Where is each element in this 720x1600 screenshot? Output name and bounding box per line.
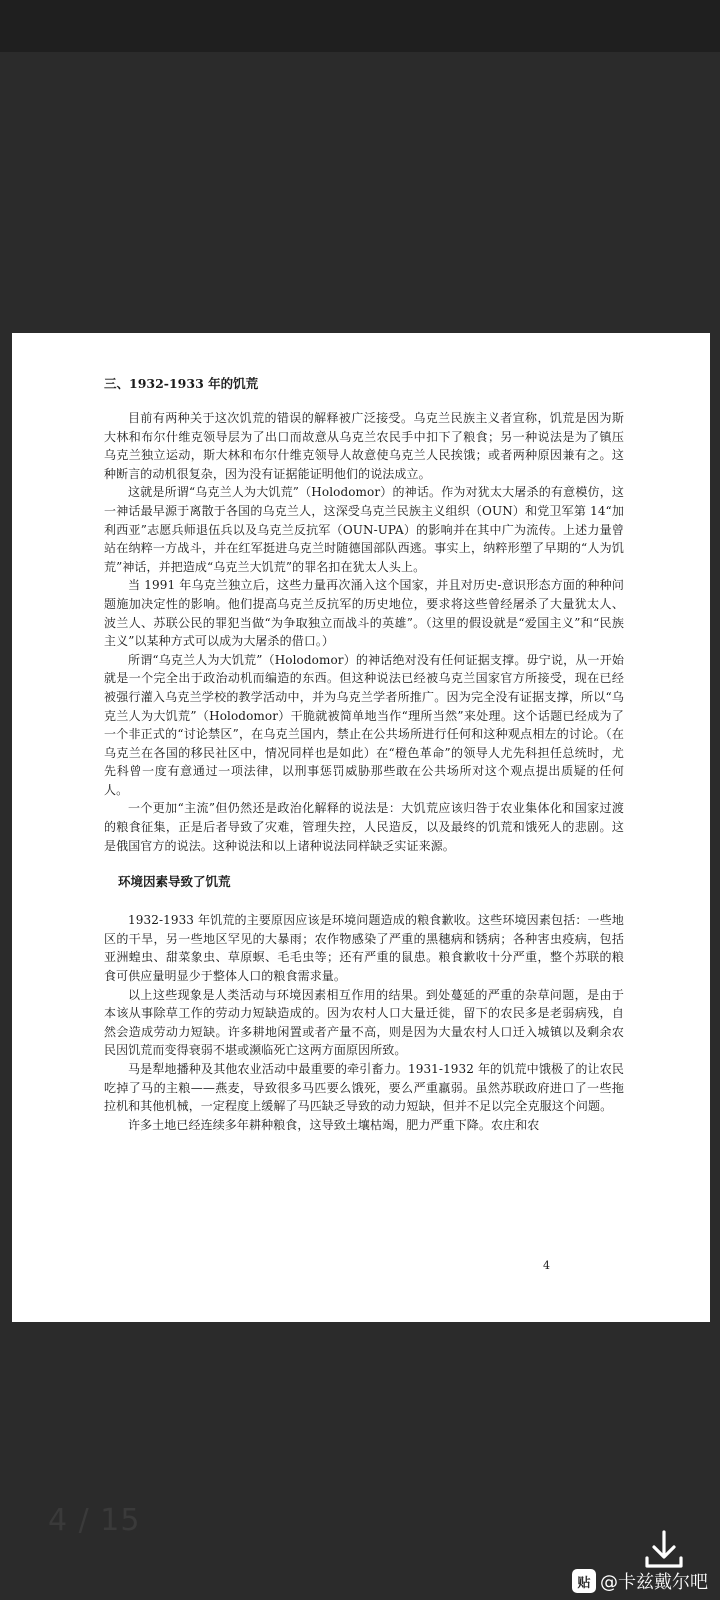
document-page	[12, 333, 710, 1322]
paragraph: 所谓“乌克兰人为大饥荒”（Holodomor）的神话绝对没有任何证据支撑。毋宁说，从一开始就是一个完全出于政治动机而编造的东西。但这种说法已经被乌克兰国家官方所接受，现在已经被强行灌入乌克兰学校的教学活动中，并为乌克兰学者所推广。因为完全没有证据支撑，所以“乌克兰人为大饥荒”（Holodomor）干脆就被简单地当作“理所当然”来处理。这个话题已经成为了一个非正式的“讨论禁区”，在乌克兰国内，禁止在公共场所进行任何和这种观点相左的讨论。（在乌克兰在各国的移民社区中，情况同样也是如此）在“橙色革命”的领导人尤先科担任总统时，尤先科曾一度有意通过一项法律，以刑事惩罚威胁那些敢在公共场所对这个观点提出质疑的任何人。	[104, 652, 624, 797]
paragraph: 这就是所谓“乌克兰人为大饥荒”（Holodomor）的神话。作为对犹太大屠杀的有意模仿，这一神话最早源于离散于各国的乌克兰人，这深受乌克兰民族主义组织（OUN）和党卫军第 14“加利西亚”志愿兵师退伍兵以及乌克兰反抗军（OUN-UPA）的影响并在其中广为流传。上述力量曾站在纳粹一方战斗，并在红军挺进乌克兰时随德国部队西逃。事实上，纳粹形塑了早期的“人为饥荒”神话，并把造成“乌克兰大饥荒”的罪名扣在犹太人头上。	[104, 485, 624, 574]
subsection-body	[104, 911, 624, 1134]
viewer-top-bar	[0, 0, 720, 52]
paragraph: 当 1991 年乌克兰独立后，这些力量再次涌入这个国家，并且对历史-意识形态方面的种种问题施加决定性的影响。他们提高乌克兰反抗军的历史地位，要求将这些曾经屠杀了大量犹太人、波兰人、苏联公民的罪犯当做“为争取独立而战斗的英雄”。（这里的假设就是“爱国主义”和“民族主义”以某种方式可以成为大屠杀的借口。）	[104, 578, 624, 649]
paragraph: 一个更加“主流”但仍然还是政治化解释的说法是：大饥荒应该归咎于农业集体化和国家过渡的粮食征集，正是后者导致了灾难，管理失控，人民造反，以及最终的饥荒和饿死人的悲剧。这是俄国官方的说法。这种说法和以上诸种说法同样缺乏实证来源。	[104, 801, 624, 853]
download-button[interactable]	[640, 1526, 688, 1574]
watermark-text: @卡兹戴尔吧	[600, 1572, 708, 1593]
tieba-logo-icon: 贴	[572, 1569, 596, 1593]
download-icon	[640, 1526, 688, 1574]
watermark	[572, 1568, 708, 1594]
section-body	[104, 409, 624, 855]
paragraph: 许多土地已经连续多年耕种粮食，这导致土壤枯竭，肥力严重下降。农庄和农	[128, 1117, 540, 1132]
page-number: 4	[543, 1259, 550, 1272]
subsection-title: 环境因素导致了饥荒	[118, 874, 231, 890]
page-indicator: 4 / 15	[48, 1503, 141, 1538]
paragraph: 马是犁地播种及其他农业活动中最重要的牵引畜力。1931-1932 年的饥荒中饿极了的让农民吃掉了马的主粮——燕麦，导致很多马匹要么饿死，要么严重羸弱。虽然苏联政府进口了一些拖拉机和其他机械，一定程度上缓解了马匹缺乏导致的动力短缺，但并不足以完全克服这个问题。	[104, 1062, 624, 1114]
section-title: 三、1932-1933 年的饥荒	[104, 376, 259, 391]
paragraph: 1932-1933 年饥荒的主要原因应该是环境问题造成的粮食歉收。这些环境因素包括：一些地区的干旱，另一些地区罕见的大暴雨；农作物感染了严重的黑穗病和锈病；各种害虫疫病，包括亚洲蝗虫、甜菜象虫、草原螟、毛毛虫等；还有严重的鼠患。粮食歉收十分严重，整个苏联的粮食可供应量明显少于整体人口的粮食需求量。	[104, 913, 624, 984]
paragraph: 目前有两种关于这次饥荒的错误的解释被广泛接受。乌克兰民族主义者宣称，饥荒是因为斯大林和布尔什维克领导层为了出口而故意从乌克兰农民手中扣下了粮食；另一种说法是为了镇压乌克兰独立运动，斯大林和布尔什维克领导人故意使乌克兰人民挨饿；或者两种原因兼有之。这种断言的动机很复杂，因为没有证据能证明他们的说法成立。	[104, 411, 624, 481]
paragraph: 以上这些现象是人类活动与环境因素相互作用的结果。到处蔓延的严重的杂草问题，是由于本该从事除草工作的劳动力短缺造成的。因为农村人口大量迁徙，留下的农民多是老弱病残，自然会造成劳动力短缺。许多耕地闲置或者产量不高，则是因为大量农村人口迁入城镇以及剩余农民因饥荒而变得衰弱不堪或濒临死亡这两方面原因所致。	[104, 987, 624, 1058]
